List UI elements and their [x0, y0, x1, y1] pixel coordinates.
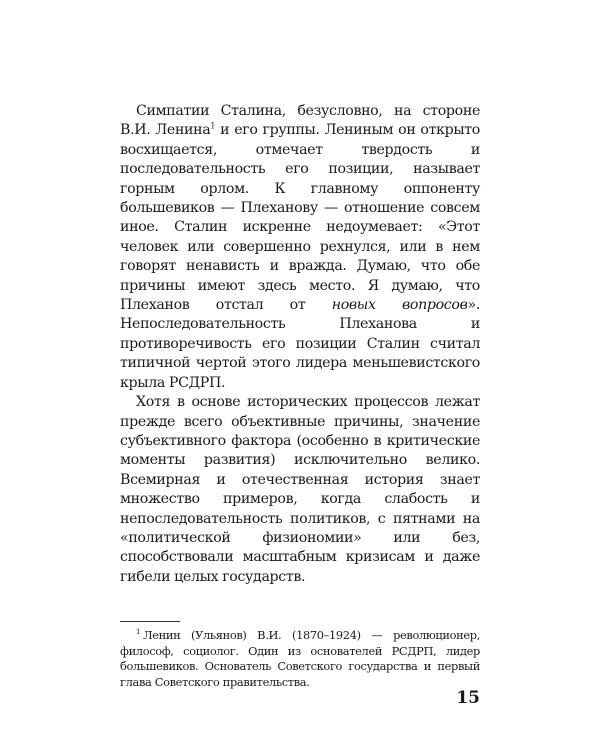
footnote-reference[interactable]: 1: [210, 121, 216, 131]
page-number: 15: [456, 688, 480, 708]
footnote-marker: 1: [136, 628, 141, 637]
italic-phrase: новых вопросов: [331, 297, 468, 314]
paragraph-1-part-2: и его группы. Лениным он открыто восхищается, отмечает твердость и последовательность его позиции, называет горным орлом. К главному оппоненту большевиков — Плеханову — отношение совсем иное. Сталин искренне недоумевает: «Этот человек или совершенно рехнулся, или в нем говорят ненависть и вражда. Думаю, что обе причины имеют здесь место. Я думаю, что Плеханов отстал от: [120, 122, 480, 314]
footnote: [120, 628, 480, 690]
footnote-divider: [120, 621, 180, 622]
paragraph-1-part-1: Симпатии Сталина, безусловно, на стороне В.И. Ленина: [120, 103, 480, 139]
paragraph-1-part-3: ». Непоследовательность Плеханова и противоречивость его позиции Сталин считал типичной чертой этого лидера меньшевистского крыла РСДРП.: [120, 297, 480, 391]
main-text: [120, 102, 480, 587]
footnote-text: Ленин (Ульянов) В.И. (1870–1924) — революционер, философ, социолог. Один из основателей РСДРП, лидер большевиков. Основатель Советского государства и первый глава Советского правительства.: [120, 628, 480, 689]
paragraph-2: Хотя в основе исторических процессов лежат прежде всего объективные причины, значение субъективного фактора (особенно в критические моменты развития) исключительно велико. Всемирная и отечественная история знает множество примеров, когда слабость и непоследовательность политиков, с пятнами на «политической физиономии» или без, способствовали масштабным кризисам и даже гибели целых государств.: [120, 394, 480, 585]
paragraph-1: [120, 102, 480, 393]
